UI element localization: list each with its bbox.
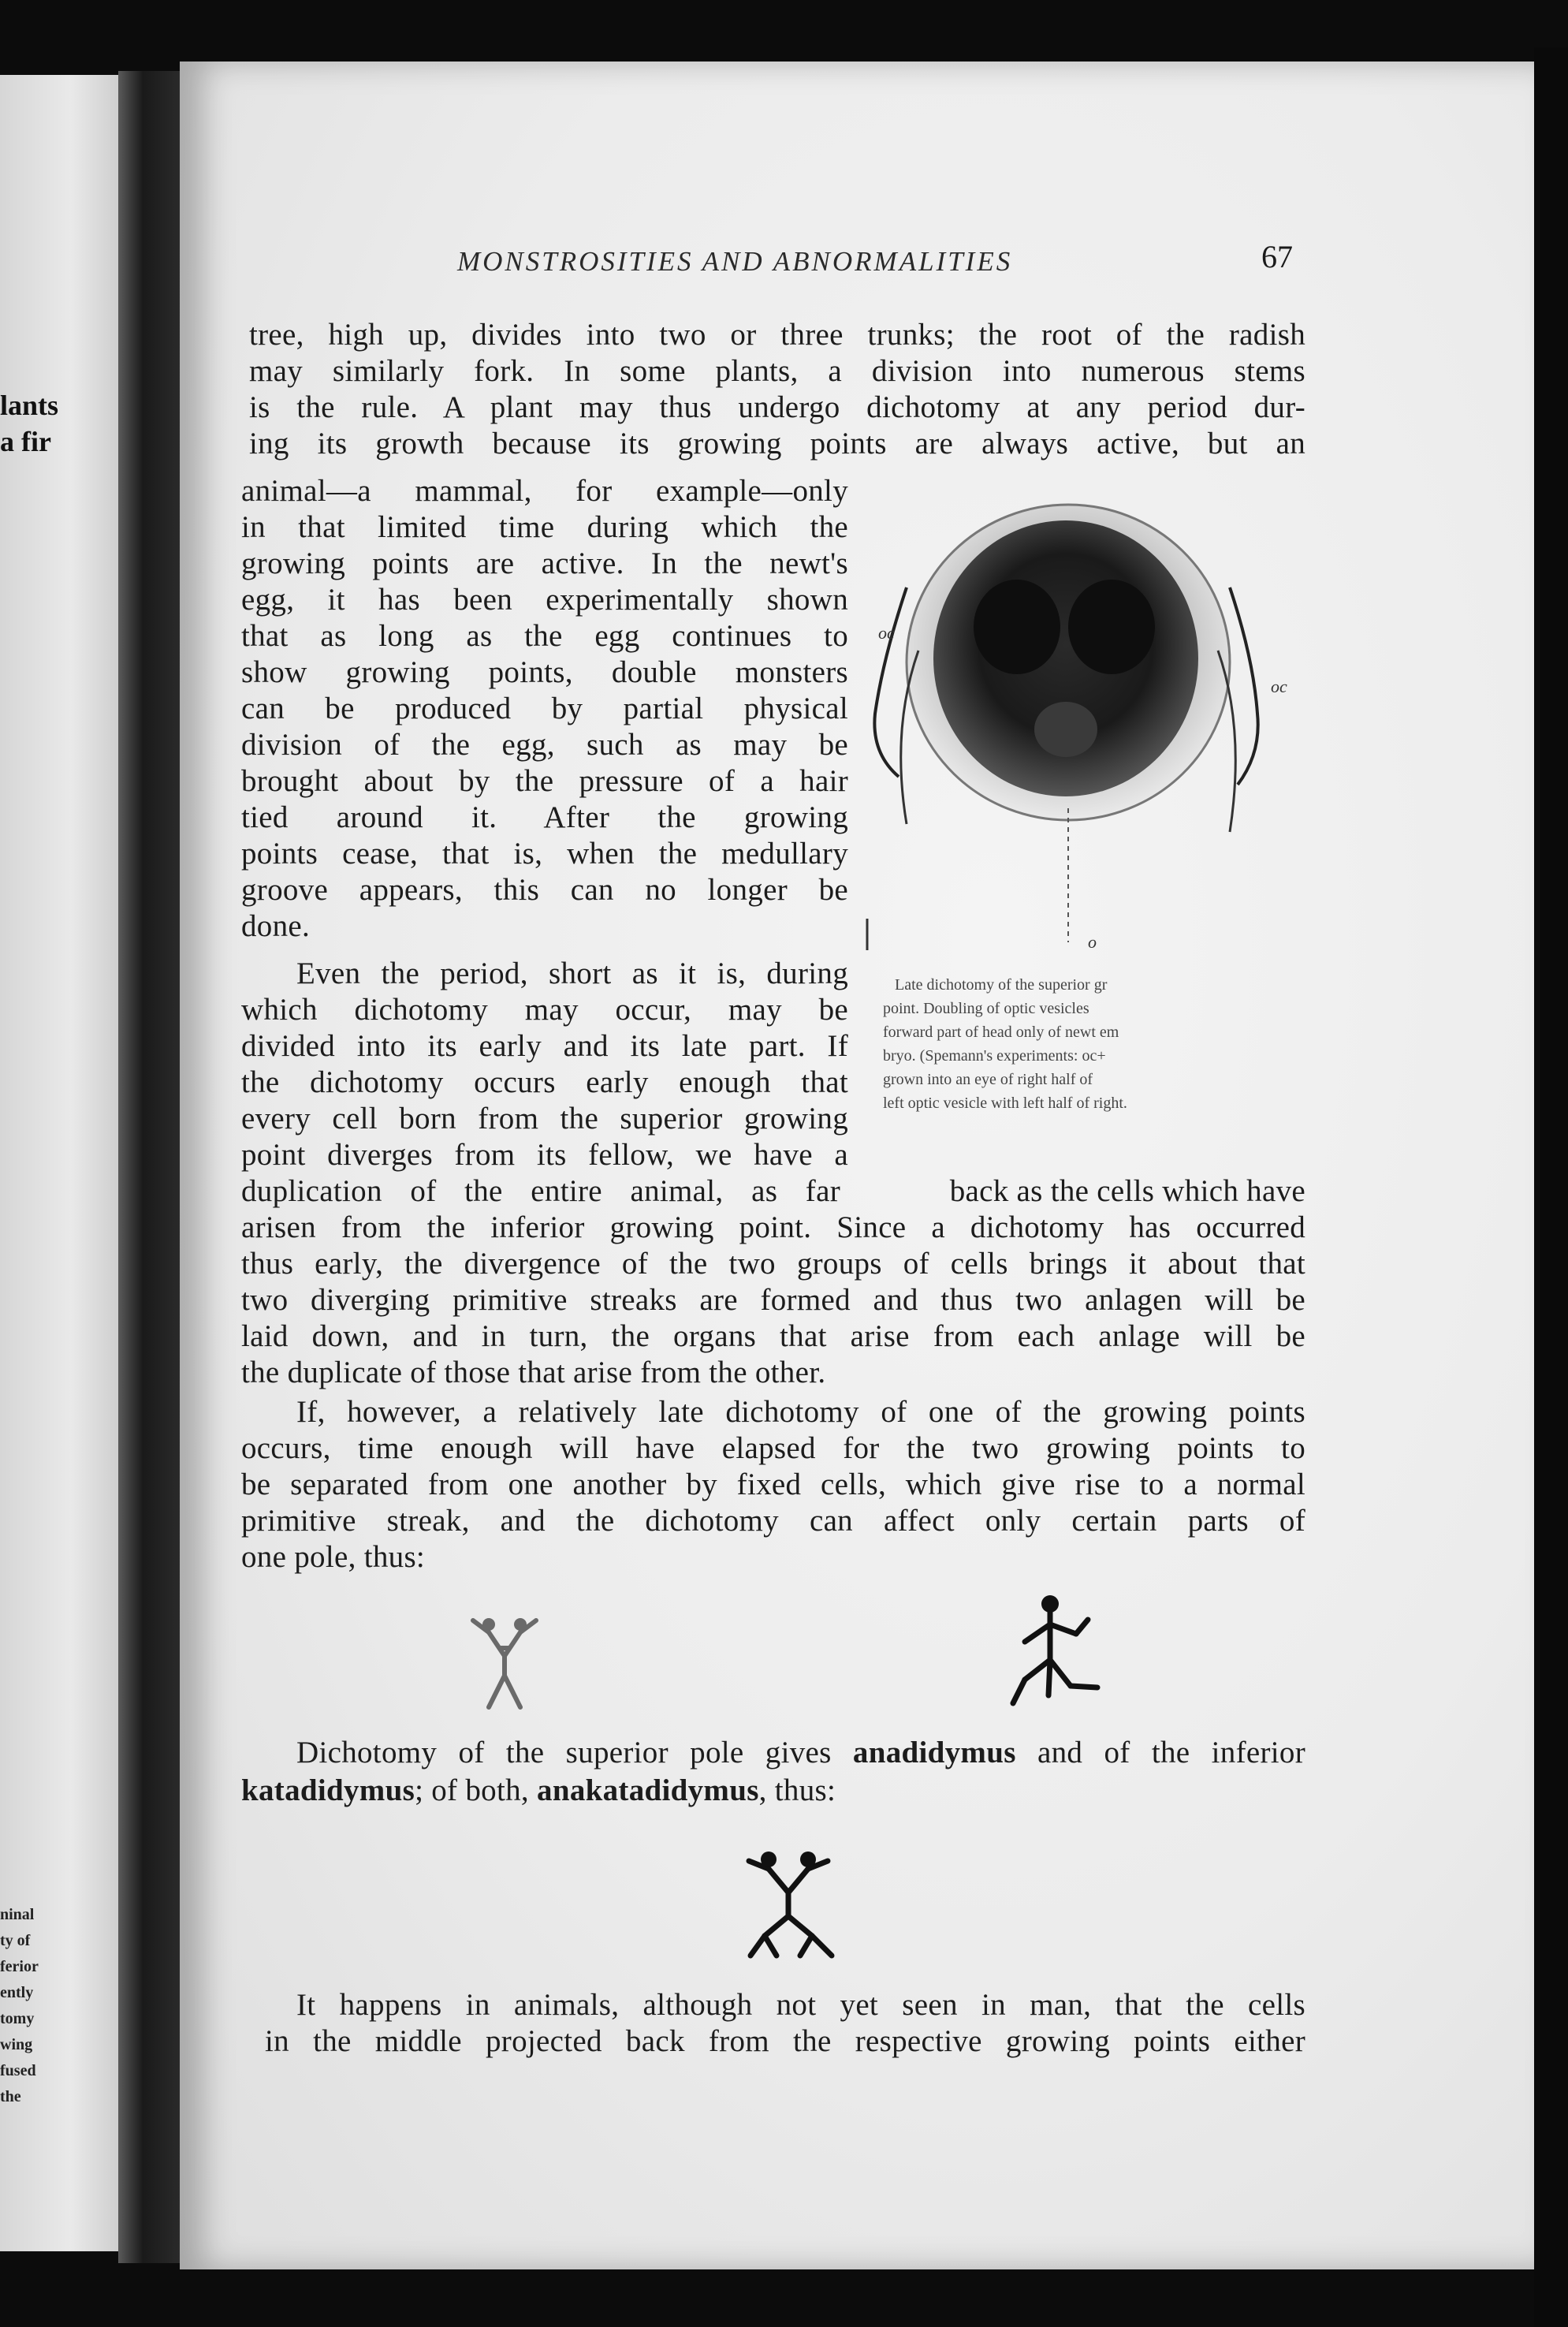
text-line: groove appears, this can no longer be — [241, 873, 848, 907]
text-line — [241, 1773, 836, 1808]
text-line: Even the period, short as it is, during — [296, 957, 848, 990]
text-line: which dichotomy may occur, may be — [241, 993, 848, 1027]
scan-border-right — [1534, 47, 1568, 2327]
figure-caption-line: Late dichotomy of the superior gr — [895, 976, 1108, 994]
anadidymus-stick-figure-icon — [465, 1601, 544, 1711]
text-line: one pole, thus: — [241, 1540, 426, 1574]
text-line: It happens in animals, although not yet seen in man, that the cells — [296, 1988, 1305, 2022]
page-number: 67 — [1261, 239, 1293, 274]
figure-caption-line: bryo. (Spemann's experiments: oc+ — [883, 1047, 1106, 1065]
text-line: be separated from one another by fixed cells, which give rise to a normal — [241, 1467, 1305, 1501]
text-line: back as the cells which have — [949, 1174, 1305, 1208]
left-page-fragment: ninal — [0, 1906, 35, 1923]
left-facing-page-edge — [0, 75, 118, 2251]
left-page-fragment: ty of — [0, 1932, 31, 1949]
left-page-fragment: ently — [0, 1984, 34, 2001]
text-line: laid down, and in turn, the organs that arise from each anlage will be — [241, 1319, 1305, 1353]
left-page-fragment: fused — [0, 2062, 36, 2079]
text-line: thus early, the divergence of the two groups of cells brings it about that — [241, 1247, 1305, 1281]
text-line: show growing points, double monsters — [241, 655, 848, 689]
text-line: is the rule. A plant may thus undergo dichotomy at any period dur- — [249, 390, 1305, 424]
katadidymus-stick-figure-icon — [1001, 1593, 1104, 1711]
text-line: in that limited time during which the — [241, 510, 848, 544]
text-line: tied around it. After the growing — [241, 800, 848, 834]
text-line: primitive streak, and the dichotomy can affect only certain parts of — [241, 1504, 1305, 1538]
text-line: egg, it has been experimentally shown — [241, 583, 848, 617]
text-line: the duplicate of those that arise from the other. — [241, 1356, 826, 1389]
text-line: brought about by the pressure of a hair — [241, 764, 848, 798]
book-gutter-shadow — [118, 71, 180, 2263]
text-line: two diverging primitive streaks are formed and thus two anlagen will be — [241, 1283, 1305, 1317]
text-line: divided into its early and its late part. If — [241, 1029, 848, 1063]
figure-caption-line: point. Doubling of optic vesicles — [883, 1000, 1089, 1017]
text-line: animal—a mammal, for example—only — [241, 474, 848, 508]
figure-label-right: oc — [1271, 677, 1287, 696]
left-page-fragment: the — [0, 2088, 21, 2105]
text-run: , thus: — [758, 1773, 836, 1807]
left-page-fragment: a fir — [0, 426, 51, 457]
text-run: Dichotomy of the superior pole gives — [296, 1736, 853, 1769]
text-line: division of the egg, such as may be — [241, 728, 848, 762]
text-line: If, however, a relatively late dichotomy of one of the growing points — [296, 1395, 1305, 1429]
left-page-fragment: wing — [0, 2036, 33, 2053]
text-line: can be produced by partial physical — [241, 692, 848, 725]
text-run: and of the inferior — [1015, 1736, 1306, 1769]
text-line: arisen from the inferior growing point. Since a dichotomy has occurred — [241, 1210, 1305, 1244]
text-line: points cease, that is, when the medullary — [241, 837, 848, 871]
left-page-fragment: ferior — [0, 1958, 39, 1975]
anakatadidymus-stick-figure-icon — [733, 1837, 844, 1963]
text-line — [296, 1735, 1305, 1770]
figure-label-bottom: o — [1088, 932, 1097, 952]
running-title: MONSTROSITIES AND ABNORMALITIES — [457, 246, 1013, 277]
text-line: done. — [241, 909, 311, 943]
text-line: the dichotomy occurs early enough that — [241, 1065, 848, 1099]
figure-label-left: oc — [878, 623, 895, 643]
text-run: ; of both, — [415, 1773, 538, 1807]
term-katadidymus: katadidymus — [241, 1773, 415, 1807]
text-line: point diverges from its fellow, we have a — [241, 1138, 848, 1172]
text-line: growing points are active. In the newt's — [241, 546, 848, 580]
text-line: duplication of the entire animal, as far — [241, 1174, 840, 1208]
left-page-fragment: lants — [0, 390, 59, 421]
text-line: may similarly fork. In some plants, a division into numerous stems — [249, 354, 1305, 388]
figure-caption-line: left optic vesicle with left half of right. — [883, 1095, 1127, 1112]
text-line: every cell born from the superior growing — [241, 1102, 848, 1136]
figure-caption-line: forward part of head only of newt em — [883, 1024, 1119, 1041]
left-page-fragment: tomy — [0, 2010, 35, 2027]
text-line: occurs, time enough will have elapsed for the two growing points to — [241, 1431, 1305, 1465]
text-line: that as long as the egg continues to — [241, 619, 848, 653]
term-anadidymus: anadidymus — [852, 1736, 1016, 1769]
term-anakatadidymus: anakatadidymus — [537, 1773, 759, 1807]
text-line: ing its growth because its growing points are always active, but an — [249, 427, 1305, 461]
text-line: in the middle projected back from the respective growing points either — [265, 2024, 1305, 2058]
text-line: tree, high up, divides into two or three trunks; the root of the radish — [249, 318, 1305, 352]
figure-caption-line: grown into an eye of right half of — [883, 1071, 1093, 1088]
